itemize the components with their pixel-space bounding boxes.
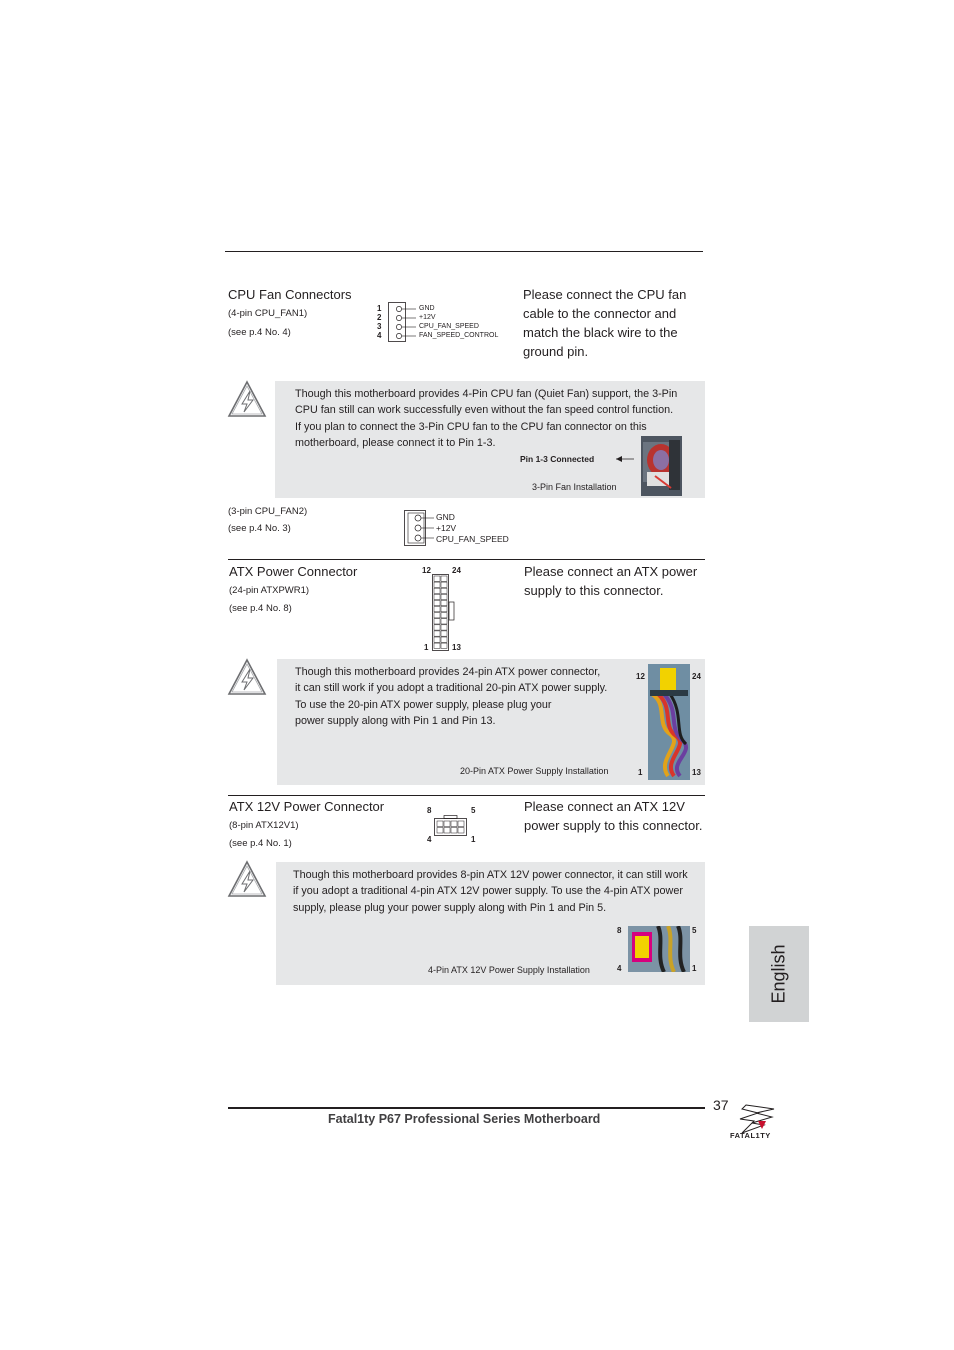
atx12v-desc (524, 797, 703, 835)
atx12v-desc-line: Please connect an ATX 12V (524, 799, 685, 814)
atx-desc-line: Please connect an ATX power (524, 564, 698, 579)
atx12v-sub2: (see p.4 No. 1) (229, 838, 292, 849)
atx-pin-cell (434, 643, 440, 648)
atx-pin-cell (434, 588, 440, 593)
atx12v-note-text (293, 867, 705, 916)
atx-note-text (295, 664, 635, 729)
note-line: If you plan to connect the 3-Pin CPU fan to the CPU fan connector on this (295, 420, 647, 433)
atx-pin-12: 12 (422, 566, 431, 575)
atx12v-pin-5: 5 (471, 806, 476, 815)
note-line: it can still work if you adopt a traditional 20-pin ATX power supply. (295, 682, 608, 695)
pin13-connected-label: Pin 1-3 Connected (520, 454, 595, 464)
atx12v-installation-photo (628, 926, 690, 972)
atx-pin-cell (434, 607, 440, 612)
cpu-fan1-label-control: FAN_SPEED_CONTROL (419, 332, 499, 339)
atx-pin-cell (441, 582, 447, 587)
cpu-fan1-pin-2: 2 (377, 313, 382, 322)
atx-installation-photo (648, 664, 690, 780)
atx-sub1: (24-pin ATXPWR1) (229, 585, 310, 596)
cpu-fan2-label-gnd: GND (436, 512, 455, 522)
top-rule (225, 251, 703, 252)
note-line: To use the 20-pin ATX power supply, please plug your (295, 698, 552, 711)
atx12v-pin-4: 4 (427, 835, 432, 844)
atx-pin-cell (441, 594, 447, 599)
cpu-fan-desc (523, 285, 686, 361)
atx12v-pin-1: 1 (471, 835, 476, 844)
cpu-fan-desc-line: match the black wire to the (523, 325, 678, 340)
cpu-fan-sub1: (4-pin CPU_FAN1) (228, 308, 308, 319)
atx-pin-cell (434, 631, 440, 636)
cpu-fan2-label-speed: CPU_FAN_SPEED (436, 534, 509, 544)
note-line: if you adopt a traditional 4-pin ATX 12V power supply. To use the 4-pin ATX power (293, 885, 683, 898)
atx-pin-cell (441, 631, 447, 636)
note-line: motherboard, please connect it to Pin 1-3. (295, 436, 496, 449)
footer-rule (228, 1107, 705, 1109)
note-line: CPU fan still can work successfully even without the fan speed control function. (295, 404, 674, 417)
atx12v-photo-pin-4: 4 (617, 964, 622, 973)
atx-pin-cell (434, 594, 440, 599)
page-number: 37 (713, 1097, 729, 1113)
atx-pin-cell (441, 619, 447, 624)
cpu-fan2-sub1: (3-pin CPU_FAN2) (228, 506, 308, 517)
atx12v-photo-pin-1: 1 (692, 964, 697, 973)
atx-desc (524, 562, 697, 600)
footer-title: Fatal1ty P67 Professional Series Motherboard (328, 1112, 601, 1126)
atx-desc-line: supply to this connector. (524, 583, 664, 598)
atx12v-note-caption: 4-Pin ATX 12V Power Supply Installation (428, 965, 590, 975)
atx-pin-cell (434, 619, 440, 624)
atx12v-title: ATX 12V Power Connector (229, 799, 385, 814)
atx-photo-pin-13: 13 (692, 768, 701, 777)
atx-note-caption: 20-Pin ATX Power Supply Installation (460, 766, 609, 776)
cpu-fan-desc-line: Please connect the CPU fan (523, 287, 687, 302)
atx-pin-cell (441, 643, 447, 648)
atx-sub2: (see p.4 No. 8) (229, 603, 292, 614)
atx-pin-cell (434, 600, 440, 605)
fan-installation-photo (641, 436, 682, 496)
cpu-fan1-label-speed: CPU_FAN_SPEED (419, 323, 479, 330)
note-line: Though this motherboard provides 24-pin ATX power connector, (295, 666, 601, 678)
atx-pin-cell (441, 613, 447, 618)
atx-pin-1: 1 (424, 643, 429, 652)
warning-icon (227, 658, 267, 696)
note-line: supply, please plug your power supply along with Pin 1 and Pin 5. (293, 901, 607, 914)
atx-pin-cell (441, 576, 447, 581)
cpu-fan1-pin-4: 4 (377, 331, 382, 340)
language-tab-label: English (768, 944, 789, 1004)
note-line: Though this motherboard provides 4-Pin CPU fan (Quiet Fan) support, the 3-Pin (295, 388, 678, 400)
atx-pin-cell (434, 576, 440, 581)
atx-pin-13: 13 (452, 643, 461, 652)
cpu-fan2-label-12v: +12V (436, 523, 457, 533)
atx-title: ATX Power Connector (229, 564, 358, 579)
atx12v-8pin-connector-shape (434, 815, 468, 837)
atx-photo-pin-24: 24 (692, 672, 701, 681)
cpu-fan-note-text (295, 386, 700, 451)
cpu-fan1-pin-1: 1 (377, 304, 382, 313)
cpu-fan-note-caption: 3-Pin Fan Installation (532, 482, 617, 492)
cpu-fan1-label-gnd: GND (419, 305, 435, 312)
arrow-left-icon (614, 455, 636, 463)
atx-pin-cell (441, 607, 447, 612)
atx-pin-cell (441, 588, 447, 593)
note-line: Though this motherboard provides 8-pin ATX 12V power connector, it can still work (293, 869, 688, 881)
atx-24pin-connector-shape (432, 574, 456, 652)
atx12v-desc-line: power supply to this connector. (524, 818, 703, 833)
section-rule-atx12v (228, 795, 705, 796)
section-rule-atx (228, 559, 705, 560)
atx-pin-cell (434, 625, 440, 630)
atx-pin-24: 24 (452, 566, 461, 575)
warning-icon (227, 860, 267, 898)
atx-pin-cell (434, 637, 440, 642)
atx-pin-cell (441, 600, 447, 605)
note-line: power supply along with Pin 1 and Pin 13. (295, 714, 496, 727)
cpu-fan2-connector-shape (404, 510, 432, 546)
cpu-fan-title: CPU Fan Connectors (228, 287, 352, 302)
cpu-fan-desc-line: cable to the connector and (523, 306, 677, 321)
atx-photo-pin-1: 1 (638, 768, 643, 777)
atx-photo-pin-12: 12 (636, 672, 645, 681)
atx-pin-cell (434, 582, 440, 587)
cpu-fan1-label-12v: +12V (419, 314, 436, 321)
cpu-fan-desc-line: ground pin. (523, 344, 589, 359)
atx12v-photo-pin-8: 8 (617, 926, 622, 935)
cpu-fan1-connector-shape (388, 302, 408, 342)
warning-icon (227, 380, 267, 418)
atx12v-sub1: (8-pin ATX12V1) (229, 820, 299, 831)
atx-pin-cell (441, 637, 447, 642)
language-tab (749, 926, 809, 1022)
atx12v-pin-8: 8 (427, 806, 432, 815)
atx-pin-cell (441, 625, 447, 630)
atx-pin-cell (434, 613, 440, 618)
cpu-fan-sub2: (see p.4 No. 4) (228, 327, 291, 338)
atx12v-photo-pin-5: 5 (692, 926, 697, 935)
logo-text: FATAL1TY (730, 1131, 771, 1140)
cpu-fan1-pin-3: 3 (377, 322, 382, 331)
cpu-fan2-sub2: (see p.4 No. 3) (228, 523, 291, 534)
